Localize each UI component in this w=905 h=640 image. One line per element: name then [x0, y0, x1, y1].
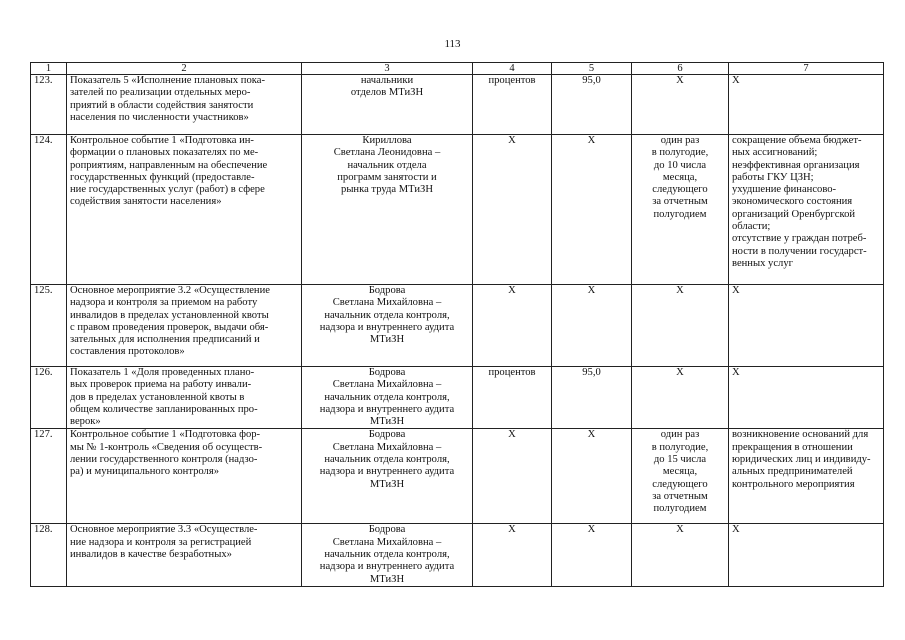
cell-text-line: отсутствие у граждан потреб- — [732, 233, 867, 245]
risks-cell — [729, 524, 884, 586]
cell-text-line: МТиЗН — [369, 416, 405, 428]
responsible-cell — [302, 135, 473, 285]
responsible-cell — [302, 367, 473, 429]
cell-text-line: с правом проведения проверок, выдачи обя- — [70, 321, 269, 333]
risks-cell — [729, 367, 884, 429]
deadline-cell — [632, 429, 729, 524]
value-cell — [552, 367, 632, 429]
row-number-cell: 125. — [31, 285, 67, 367]
column-header-3: 3 — [302, 63, 473, 75]
cell-text-line: Светлана Михайловна – — [332, 536, 442, 548]
column-header-4: 4 — [473, 63, 552, 75]
row-number-cell: 126. — [31, 367, 67, 429]
value-cell — [552, 75, 632, 135]
cell-text-line: прекращения в отношении — [732, 441, 853, 453]
cell-text-line: общем количестве запланированных про- — [70, 403, 258, 415]
cell-text-line: ности в получении государст- — [732, 245, 867, 257]
table-row — [31, 429, 884, 524]
cell-text-line: составления протоколов» — [70, 346, 185, 358]
cell-text-line: Светлана Михайловна – — [332, 297, 442, 309]
cell-text-line: содействия занятости населения» — [70, 196, 222, 208]
unit-cell — [473, 429, 552, 524]
cell-text-line: процентов — [488, 367, 536, 378]
cell-text-line: до 15 числа — [653, 454, 707, 466]
cell-text-line: МТиЗН — [369, 334, 405, 346]
cell-text-line: полугодием — [653, 208, 707, 220]
cell-text-line: Контрольное событие 1 «Подготовка фор- — [70, 429, 261, 441]
cell-text-line: за отчетным — [652, 490, 708, 502]
cell-text-line: населения по численности участников» — [70, 111, 249, 123]
responsible-cell — [302, 429, 473, 524]
cell-text-line: МТиЗН — [369, 573, 405, 585]
cell-text-line: Х — [732, 524, 740, 536]
cell-text-line: Х — [508, 524, 516, 536]
cell-text-line: надзора и внутреннего аудита — [319, 561, 455, 573]
risks-cell — [729, 429, 884, 524]
cell-text-line: Х — [676, 285, 684, 296]
cell-text-line: Контрольное событие 1 «Подготовка ин- — [70, 135, 254, 146]
column-header-1: 1 — [31, 63, 67, 75]
deadline-cell — [632, 367, 729, 429]
cell-text-line: венных услуг — [732, 257, 793, 269]
event-name-cell — [67, 524, 302, 586]
value-cell — [552, 285, 632, 367]
cell-text-line: экономического состояния — [732, 196, 853, 208]
cell-text-line: надзора и внутреннего аудита — [319, 466, 455, 478]
cell-text-line: ных ассигнований; — [732, 147, 818, 159]
cell-text-line: Основное мероприятие 3.3 «Осуществле- — [70, 524, 258, 536]
unit-cell — [473, 524, 552, 586]
cell-text-line: инвалидов в качестве безработных» — [70, 549, 232, 561]
cell-text-line: начальник отдела контроля, — [324, 391, 450, 403]
table-row — [31, 135, 884, 285]
table-row — [31, 524, 884, 586]
cell-text-line: 95,0 — [582, 367, 601, 378]
cell-text-line: начальник отдела контроля, — [324, 309, 450, 321]
cell-text-line: ра) и муниципального контроля» — [70, 466, 219, 478]
responsible-cell — [302, 524, 473, 586]
cell-text-line: Х — [676, 75, 684, 86]
cell-text-line: лении государственного контроля (надзо- — [70, 454, 258, 466]
cell-text-line: Х — [732, 285, 740, 296]
deadline-cell — [632, 285, 729, 367]
cell-text-line: Х — [508, 429, 516, 441]
deadline-cell — [632, 75, 729, 135]
table-row — [31, 75, 884, 135]
cell-text-line: Х — [587, 135, 596, 146]
cell-text-line: надзора и внутреннего аудита — [319, 403, 455, 415]
cell-text-line: Показатель 5 «Исполнение плановых пока- — [70, 75, 265, 86]
table-row — [31, 285, 884, 367]
cell-text-line: Х — [676, 524, 684, 536]
page-number: 113 — [444, 38, 461, 50]
cell-text-line: Х — [676, 367, 684, 378]
cell-text-line: надзора и внутреннего аудита — [319, 321, 455, 333]
cell-text-line: Х — [587, 524, 596, 536]
cell-text-line: организаций Оренбургской — [732, 208, 856, 220]
cell-text-line: ние надзора и контроля за регистрацией — [70, 536, 252, 548]
cell-text-line: Светлана Михайловна – — [332, 441, 442, 453]
cell-text-line: государственных функций (предоставле- — [70, 171, 255, 183]
row-number-cell: 128. — [31, 524, 67, 586]
responsible-cell — [302, 75, 473, 135]
event-name-cell — [67, 429, 302, 524]
cell-text-line: Х — [508, 285, 516, 296]
row-number-cell: 127. — [31, 429, 67, 524]
cell-text-line: Бодрова — [368, 367, 406, 378]
cell-text-line: программ занятости и — [337, 171, 437, 183]
event-name-cell — [67, 75, 302, 135]
cell-text-line: месяца, — [662, 171, 698, 183]
cell-text-line: в полугодие, — [651, 441, 709, 453]
cell-text-line: Бодрова — [368, 285, 406, 296]
cell-text-line: начальники — [360, 75, 414, 86]
cell-text-line: альных предпринимателей — [732, 466, 853, 478]
unit-cell — [473, 135, 552, 285]
cell-text-line: за отчетным — [652, 196, 708, 208]
cell-text-line: ухудшение финансово- — [732, 184, 837, 196]
unit-cell — [473, 285, 552, 367]
cell-text-line: начальник отдела — [347, 159, 427, 171]
column-header-5: 5 — [552, 63, 632, 75]
cell-text-line: вых проверок приема на работу инвали- — [70, 379, 252, 391]
cell-text-line: следующего — [652, 184, 708, 196]
value-cell — [552, 524, 632, 586]
cell-text-line: МТиЗН — [369, 478, 405, 490]
cell-text-line: месяца, — [662, 466, 698, 478]
value-cell — [552, 429, 632, 524]
cell-text-line: начальник отдела контроля, — [324, 454, 450, 466]
cell-text-line: инвалидов в пределах установленной квоты — [70, 309, 269, 321]
cell-text-line: роприятиям, направленным на обеспечение — [70, 159, 268, 171]
cell-text-line: Х — [508, 135, 516, 146]
cell-text-line: следующего — [652, 478, 708, 490]
cell-text-line: формации о плановых показателях по ме- — [70, 147, 259, 159]
risks-cell — [729, 135, 884, 285]
cell-text-line: Светлана Леонидовна – — [333, 147, 441, 159]
value-cell — [552, 135, 632, 285]
cell-text-line: рынка труда МТиЗН — [341, 184, 433, 196]
cell-text-line: Бодрова — [368, 524, 406, 536]
table-row — [31, 367, 884, 429]
cell-text-line: неэффективная организация — [732, 159, 860, 171]
deadline-cell — [632, 135, 729, 285]
column-header-6: 6 — [632, 63, 729, 75]
cell-text-line: ние государственных услуг (работ) в сфере — [70, 184, 265, 196]
cell-text-line: надзора и контроля за приемом на работу — [70, 297, 258, 309]
deadline-cell — [632, 524, 729, 586]
cell-text-line: контрольного мероприятия — [732, 478, 855, 490]
cell-text-line: Основное мероприятие 3.2 «Осуществление — [70, 285, 270, 296]
cell-text-line: мы № 1-контроль «Сведения об осуществ- — [70, 441, 263, 453]
risks-cell — [729, 75, 884, 135]
cell-text-line: Х — [587, 429, 596, 441]
cell-text-line: Показатель 1 «Доля проведенных плано- — [70, 367, 255, 378]
cell-text-line: Светлана Михайловна – — [332, 379, 442, 391]
cell-text-line: полугодием — [653, 503, 707, 515]
cell-text-line: 95,0 — [582, 75, 601, 86]
cell-text-line: возникновение оснований для — [732, 429, 869, 441]
table-body — [31, 75, 884, 587]
table-header — [31, 63, 884, 75]
header-row — [31, 63, 884, 75]
cell-text-line: приятий в области содействия занятости — [70, 99, 254, 111]
cell-text-line: дов в пределах установленной квоты в — [70, 391, 245, 403]
cell-text-line: Х — [732, 75, 740, 86]
cell-text-line: зательных для исполнения предписаний и — [70, 334, 260, 346]
cell-text-line: работы ГКУ ЦЗН; — [732, 171, 814, 183]
cell-text-line: юридических лиц и индивиду- — [732, 454, 871, 466]
event-name-cell — [67, 285, 302, 367]
cell-text-line: области; — [732, 221, 771, 233]
cell-text-line: до 10 числа — [653, 159, 707, 171]
cell-text-line: один раз — [660, 429, 700, 441]
cell-text-line: в полугодие, — [651, 147, 709, 159]
row-number-cell: 124. — [31, 135, 67, 285]
cell-text-line: начальник отдела контроля, — [324, 549, 450, 561]
risks-cell — [729, 285, 884, 367]
column-header-7: 7 — [729, 63, 884, 75]
cell-text-line: зателей по реализации отдельных меро- — [70, 87, 251, 99]
plan-table — [30, 62, 884, 587]
event-name-cell — [67, 367, 302, 429]
cell-text-line: Х — [587, 285, 596, 296]
cell-text-line: верок» — [70, 416, 101, 428]
unit-cell — [473, 367, 552, 429]
cell-text-line: Х — [732, 367, 740, 378]
responsible-cell — [302, 285, 473, 367]
cell-text-line: отделов МТиЗН — [350, 87, 424, 99]
column-header-2: 2 — [67, 63, 302, 75]
cell-text-line: сокращение объема бюджет- — [732, 135, 862, 146]
cell-text-line: процентов — [488, 75, 536, 86]
row-number-cell: 123. — [31, 75, 67, 135]
cell-text-line: Кириллова — [362, 135, 412, 146]
cell-text-line: один раз — [660, 135, 700, 146]
unit-cell — [473, 75, 552, 135]
event-name-cell — [67, 135, 302, 285]
cell-text-line: Бодрова — [368, 429, 406, 441]
